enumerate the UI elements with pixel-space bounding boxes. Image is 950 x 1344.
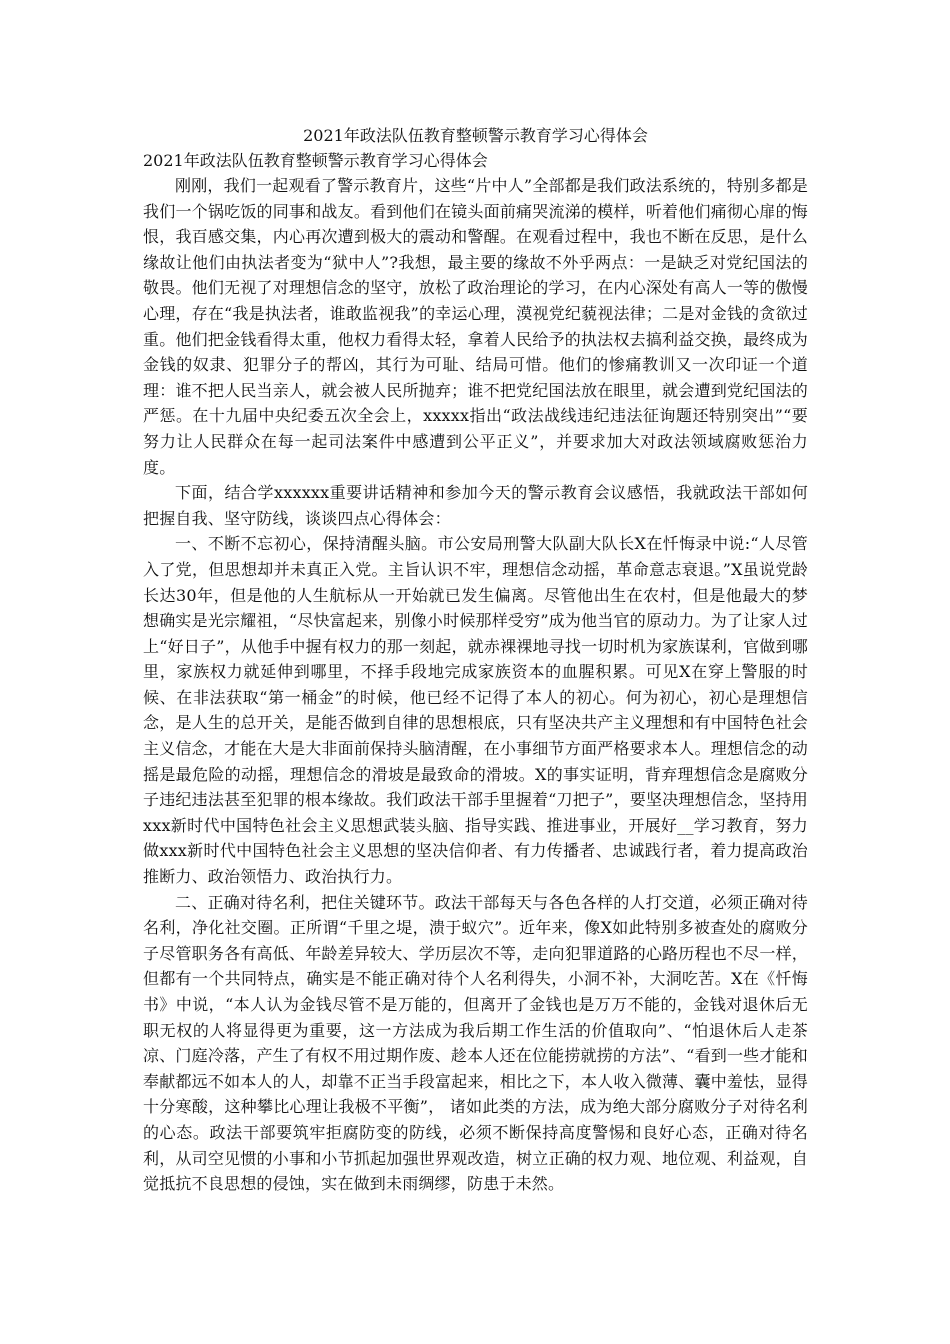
document-page — [143, 124, 808, 1197]
paragraph-introduction: 下面，结合学xxxxxx重要讲话精神和参加今天的警示教育会议感悟，我就政法干部如何把握自我、坚守防线，谈谈四点心得体会： — [143, 483, 808, 528]
paragraph-point-one: 一、不断不忘初心，保持清醒头脑。市公安局刑警大队副大队长X在忏悔录中说:“人尽管入了党，但思想却并未真正入党。主旨认识不牢，理想信念动摇，革命意志衰退。”X虽说党龄长达30年，但是他的人生航标从一开始就已发生偏离。尽管他出生在农村，但是他最大的梦想确实是光宗耀祖，“尽快富起来，别像小时候那样受穷”成为他当官的原动力。为了让家人过上“好日子”，从他手中握有权力的那一刻起，就赤裸裸地寻找一切时机为家族谋利，官做到哪里，家族权力就延伸到哪里，不择手段地完成家族资本的血腥积累。可见X在穿上警服的时候、在非法获取“第一桶金”的时候，他已经不记得了本人的初心。何为初心，初心是理想信念，是人生的总开关，是能否做到自律的思想根底，只有坚决共产主义理想和有中国特色社会主义信念，才能在大是大非面前保持头脑清醒，在小事细节方面严格要求本人。理想信念的动摇是最危险的动摇，理想信念的滑坡是最致命的滑坡。X的事实证明，背弃理想信念是腐败分子违纪违法甚至犯罪的根本缘故。我们政法干部手里握着“刀把子”，要坚决理想信念，坚持用xxx新时代中国特色社会主义思想武装头脑、指导实践、推进事业，开展好__学习教育，努力做xxx新时代中国特色社会主义思想的坚决信仰者、有力传播者、忠诚践行者，着力提高政治推断力、政治领悟力、政治执行力。 — [143, 534, 808, 887]
document-title: 2021年政法队伍教育整顿警示教育学习心得体会 — [303, 126, 648, 145]
paragraph-point-two: 二、正确对待名利，把住关键环节。政法干部每天与各色各样的人打交道，必须正确对待名利，净化社交圈。正所谓“千里之堤，溃于蚁穴”。近年来，像X如此特别多被查处的腐败分子尽管职务各有高低、年龄差异较大、学历层次不等，走向犯罪道路的心路历程也不尽一样，但都有一个共同特点，确实是不能正确对待个人名利得失，小洞不补，大洞吃苦。X在《忏悔书》中说，“本人认为金钱尽管不是万能的，但离开了金钱也是万万不能的，金钱对退休后无职无权的人将显得更为重要，这一方法成为我后期工作生活的价值取向”、“怕退休后人走茶凉、门庭冷落，产生了有权不用过期作废、趁本人还在位能捞就捞的方法”、“看到一些才能和奉献都远不如本人的人，却靠不正当手段富起来，相比之下，本人收入微薄、囊中羞怯，显得十分寒酸，这种攀比心理让我极不平衡”， 诸如此类的方法，成为绝大部分腐败分子对待名利的心态。政法干部要筑牢拒腐防变的防线，必须不断保持高度警惕和良好心态，正确对待名利，从司空见惯的小事和小节抓起加强世界观改造，树立正确的权力观、地位观、利益观，自觉抵抗不良思想的侵蚀，实在做到未雨绸缪，防患于未然。 — [143, 892, 808, 1194]
paragraph-reflection: 刚刚，我们一起观看了警示教育片，这些“片中人”全部都是我们政法系统的，特别多都是我们一个锅吃饭的同事和战友。看到他们在镜头面前痛哭流涕的模样，听着他们痛彻心扉的悔恨，我百感交集，内心再次遭到极大的震动和警醒。在观看过程中，我也不断在反思，是什么缘故让他们由执法者变为“狱中人”?我想，最主要的缘故不外乎两点：一是缺乏对党纪国法的敬畏。他们无视了对理想信念的坚守，放松了政治理论的学习，在内心深处有高人一等的傲慢心理，存在“我是执法者，谁敢监视我”的幸运心理，漠视党纪藐视法律；二是对金钱的贪欲过重。他们把金钱看得太重，他权力看得太轻，拿着人民给予的执法权去搞利益交换，最终成为金钱的奴隶、犯罪分子的帮凶，其行为可耻、结局可惜。他们的惨痛教训又一次印证一个道理：谁不把人民当亲人，就会被人民所抛弃；谁不把党纪国法放在眼里，就会遭到党纪国法的严惩。在十九届中央纪委五次全会上，xxxxx指出“政法战线违纪违法征询题还特别突出”“要努力让人民群众在每一起司法案件中感遭到公平正义”，并要求加大对政法领域腐败惩治力度。 — [143, 176, 808, 477]
document-subtitle: 2021年政法队伍教育整顿警示教育学习心得体会 — [143, 151, 488, 170]
